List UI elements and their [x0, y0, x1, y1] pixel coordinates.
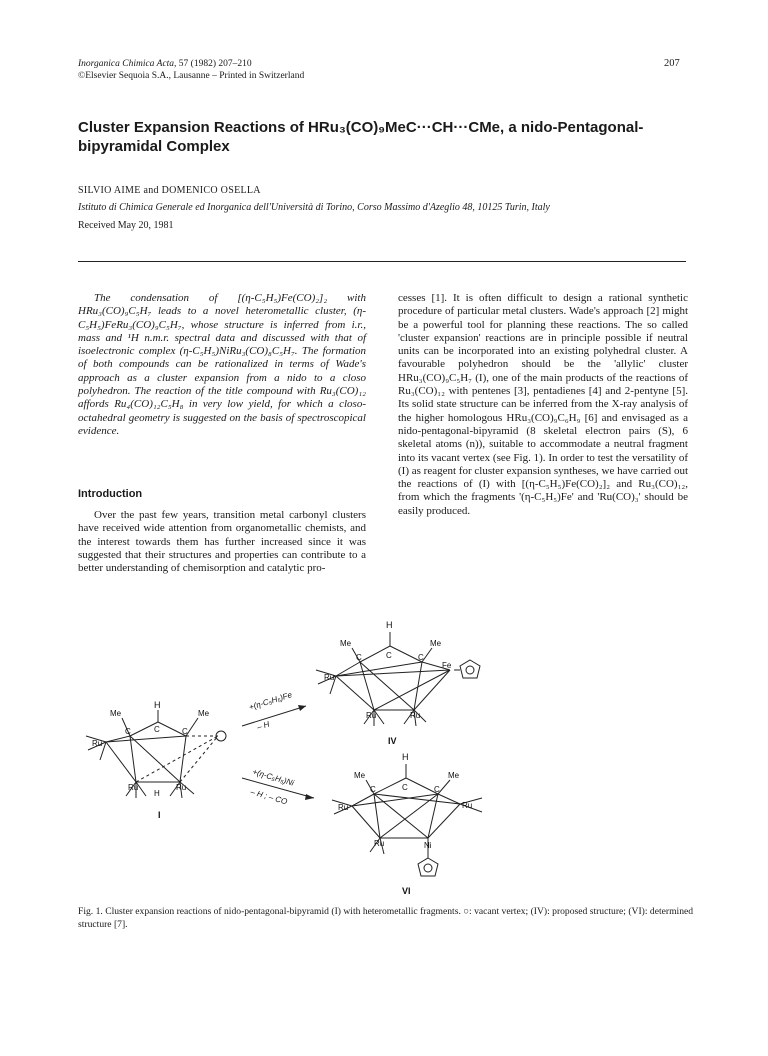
- arrow-fe-reagent: +(η-C₅H₅)Fe: [247, 690, 294, 712]
- right-column: [398, 292, 688, 518]
- label-c: C: [356, 653, 362, 662]
- label-c: C: [434, 785, 440, 794]
- publisher-line: ©Elsevier Sequoia S.A., Lausanne – Printed in Switzerland: [78, 71, 305, 81]
- label-c: C: [125, 727, 131, 736]
- running-header: [78, 58, 252, 70]
- label-fe: Fe: [442, 661, 452, 670]
- arrow-ni-reagent: +(η-C₅H₅)Ni: [251, 767, 295, 788]
- label-h: H: [154, 700, 161, 710]
- introduction-text: Over the past few years, transition metal carbonyl clusters have received wide attention from organometallic chemists, and the interest towards them has further increased since it was suggested that their structures and properties can contribute to a better understanding of chemisorption and catalytic pro-: [78, 509, 366, 575]
- label-me: Me: [448, 771, 460, 780]
- figure-caption: Fig. 1. Cluster expansion reactions of nido-pentagonal-bipyramid (I) with heterometallic fragments. ○: vacant vertex; (IV): proposed structure; (VI): determined structure [7].: [78, 906, 694, 930]
- compound-label-i: I: [158, 810, 161, 820]
- page-number: 207: [664, 58, 680, 69]
- authors: SILVIO AIME and DOMENICO OSELLA: [78, 185, 261, 196]
- label-me: Me: [110, 709, 122, 718]
- figure-1: [70, 618, 700, 908]
- label-ru: Ru: [374, 839, 385, 848]
- reaction-arrow-ni: [242, 767, 314, 806]
- structure-i: [86, 700, 226, 820]
- label-me: Me: [340, 639, 352, 648]
- label-ru: Ru: [462, 801, 473, 810]
- label-ru: Ru: [410, 711, 421, 720]
- label-h: H: [154, 789, 160, 798]
- label-ni: Ni: [424, 841, 432, 850]
- arrow-ni-loss: – H ; – CO: [249, 787, 289, 807]
- introduction: [78, 509, 366, 575]
- reaction-arrow-fe: [242, 690, 306, 732]
- label-c: C: [182, 727, 188, 736]
- label-ru: Ru: [324, 673, 335, 682]
- cyclopentadienyl-icon: [418, 858, 438, 876]
- structure-vi: [332, 752, 482, 896]
- cyclopentadienyl-icon: [460, 660, 480, 678]
- abstract-text: The condensation of [(η-C₅H₅)Fe(CO)₂]₂ with HRu₃(CO)₉C₅H₇ leads to a novel heterometallic cluster, (η-C₅H₅)FeRu₃(CO)₉C₅H₇, whose structure is inferred from i.r., mass and ¹H n.m.r. spectral data and discussed with that of isoelectronic complex (η-C₅H₅)NiRu₃(CO)₈C₅H₇. The formation of both compounds can be rationalized in terms of Wade's approach as a cluster expansion from a nido to a closo polyhedron. The reaction of the title compound with Ru₃(CO)₁₂ affords Ru₄(CO)₁₂C₅H₈ in very low yield, for which a closo-octahedral geometry is suggested on the basis of spectroscopical evidence.: [78, 292, 366, 437]
- label-c: C: [402, 783, 408, 792]
- paper-title: Cluster Expansion Reactions of HRu₃(CO)₉MeC···CH···CMe, a nido-Pentagonal-bipyramidal Complex: [78, 119, 644, 155]
- label-me: Me: [198, 709, 210, 718]
- journal-citation: , 57 (1982) 207–210: [174, 59, 252, 69]
- label-c: C: [418, 653, 424, 662]
- label-me: Me: [354, 771, 366, 780]
- reaction-scheme: [70, 618, 700, 908]
- label-ru: Ru: [176, 783, 187, 792]
- label-h: H: [402, 752, 409, 762]
- label-ru: Ru: [92, 739, 103, 748]
- header-rule: [78, 261, 686, 262]
- compound-label-iv: IV: [388, 736, 397, 746]
- section-heading-introduction: Introduction: [78, 488, 143, 500]
- label-me: Me: [430, 639, 442, 648]
- abstract: [78, 292, 366, 438]
- right-column-text: cesses [1]. It is often difficult to design a rational synthetic procedure of particular metal clusters. Wade's approach [2] might be a powerful tool for planning these reactions. The so called 'cluster expansion' reactions are in principle possible if neutral units can be incorporated into an existing polyhedral cluster. A favourable polyhedron should be the 'allylic' cluster HRu₃(CO)₉C₅H₇ (I), one of the main products of the reactions of Ru₃(CO)₁₂ with pentenes [3], pentadienes [4] and 2-pentyne [5]. Its solid state structure can be inferred from the X-ray analysis of the higher homologous HRu₃(CO)₉C₆H₉ [6] and envisaged as a nido-pentagonal-bipyramid (8 skeletal electron pairs (S), 6 skeletal atoms (n)), suitable to accommodate a neutral fragment into its vacant vertex (see Fig. 1). In order to test the versatility of (I) as reagent for cluster expansion syntheses, we have carried out the reactions of (I) with [(η-C₅H₅)Fe(CO)₂]₂ and Ru₃(CO)₁₂, from which the fragments '(η-C₅H₅)Fe' and 'Ru(CO)₃' should be easily produced.: [398, 292, 688, 517]
- label-ru: Ru: [366, 711, 377, 720]
- label-c: C: [370, 785, 376, 794]
- affiliation: Istituto di Chimica Generale ed Inorganica dell'Università di Torino, Corso Massimo d'Azeglio 48, 10125 Turin, Italy: [78, 202, 550, 213]
- journal-name: Inorganica Chimica Acta: [78, 59, 175, 69]
- label-h: H: [386, 620, 393, 630]
- compound-label-vi: VI: [402, 886, 411, 896]
- label-c: C: [154, 725, 160, 734]
- label-c: C: [386, 651, 392, 660]
- arrow-fe-loss: – H: [255, 719, 271, 732]
- label-ru: Ru: [338, 803, 349, 812]
- structure-iv: [316, 620, 480, 746]
- label-ru: Ru: [128, 783, 139, 792]
- received-date: Received May 20, 1981: [78, 220, 174, 231]
